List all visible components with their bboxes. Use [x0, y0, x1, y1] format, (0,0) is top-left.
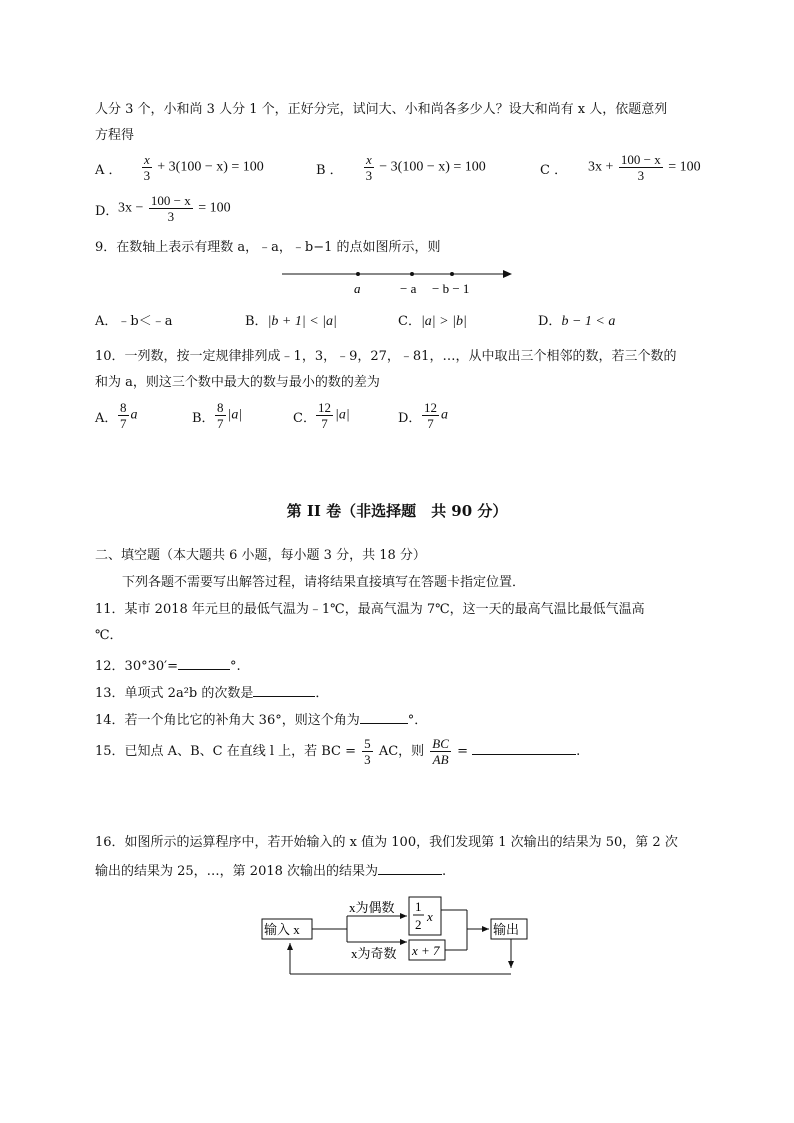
q10-option-b: $\frac{8}{7}$ |a|	[217, 400, 243, 431]
q12: 12．30°30′= °.	[95, 656, 241, 676]
q16-line2: 输出的结果为 25，…，第 2018 次输出的结果为 .	[95, 861, 446, 881]
q8-option-b: $\frac{x}{3}$ − 3(100 − x) = 100	[365, 152, 486, 183]
q10-line1: 10．一列数，按一定规律排列成﹣1，3，﹣9，27，﹣81，…，从中取出三个相邻的数，若三个数的	[95, 349, 677, 364]
plus7-label: x + 7	[412, 943, 440, 958]
q8-option-a-label: A ．	[95, 163, 122, 178]
number-line-figure	[280, 262, 520, 298]
half-num: 1	[415, 899, 422, 914]
q16-line1: 16．如图所示的运算程序中，若开始输入的 x 值为 100，我们发现第 1 次输出的结果为 50，第 2 次	[95, 835, 678, 850]
q8-line1: 人分 3 个，小和尚 3 人分 1 个，正好分完，试问大、小和尚各多少人？设大和尚有 x 人，依题意列	[95, 102, 668, 117]
output-label: 输出	[493, 922, 520, 937]
q15: 15．已知点 A、B、C 在直线 l 上，若 BC = $\frac{5}{3}$ AC，则 $\frac{BC}{AB}$ = .	[95, 736, 581, 767]
point-neg-b-minus-1	[450, 272, 454, 276]
q8-option-d-label: D．	[95, 204, 119, 219]
point-neg-a	[410, 272, 414, 276]
q9-option-c: C．|a| > |b|	[398, 314, 467, 329]
label-neg-b-minus-1: − b − 1	[432, 281, 470, 296]
section2-instruction: 下列各题不需要写出解答过程，请将结果直接填写在答题卡指定位置．	[122, 575, 526, 590]
q13-answer-blank	[253, 683, 315, 697]
odd-label: x为奇数	[351, 946, 397, 961]
q9-option-a: A．﹣b＜﹣a	[95, 314, 173, 329]
q15-answer-blank	[472, 741, 576, 755]
q9-option-b: B．|b + 1| < |a|	[245, 314, 337, 329]
label-neg-a: − a	[400, 281, 417, 296]
q8-option-c-label: C ．	[540, 163, 568, 178]
section-title: 第 II 卷（非选择题 共 90 分）	[286, 502, 508, 520]
q16-answer-blank	[378, 861, 442, 875]
number-line-arrow-icon	[503, 270, 512, 278]
q11-line1: 11．某市 2018 年元旦的最低气温为﹣1℃，最高气温为 7℃，这一天的最高气温比最低气温高	[95, 602, 645, 617]
q9-stem: 9．在数轴上表示有理数 a，﹣a，﹣b−1 的点如图所示，则	[95, 240, 441, 255]
q13: 13．单项式 2a²b 的次数是 ．	[95, 683, 328, 703]
half-var: x	[427, 909, 433, 924]
q10-option-d: $\frac{12}{7}$ a	[424, 400, 448, 431]
q10-line2: 和为 a，则这三个数中最大的数与最小的数的差为	[95, 375, 380, 390]
q8-option-b-label: B ．	[316, 163, 343, 178]
q9-option-d: D．b − 1 < a	[538, 314, 616, 329]
q12-answer-blank	[178, 656, 230, 670]
q10-option-d-label: D．	[398, 411, 422, 426]
q8-option-a: $\frac{x}{3}$ + 3(100 − x) = 100	[143, 152, 264, 183]
even-label: x为偶数	[349, 900, 395, 915]
section2-title: 二、填空题（本大题共 6 小题，每小题 3 分，共 18 分）	[95, 548, 426, 563]
q10-option-c: $\frac{12}{7}$ |a|	[318, 400, 350, 431]
half-box	[409, 897, 441, 935]
q11-line2: ℃．	[95, 628, 123, 643]
q8-option-c: 3x + $\frac{100 - x}{3}$ = 100	[588, 152, 701, 183]
q10-option-b-label: B．	[192, 411, 215, 426]
point-a	[356, 272, 360, 276]
label-a: a	[354, 281, 361, 296]
flowchart	[255, 890, 545, 980]
q8-option-d: 3x − $\frac{100 - x}{3}$ = 100	[118, 193, 231, 224]
q14-answer-blank	[360, 710, 408, 724]
q14: 14．若一个角比它的补角大 36°，则这个角为 °．	[95, 710, 427, 730]
half-den: 2	[415, 917, 422, 932]
q8-line2: 方程得	[95, 128, 135, 143]
input-label: 输入 x	[264, 922, 300, 937]
q10-option-a: $\frac{8}{7}$ a	[120, 400, 138, 431]
q10-option-a-label: A．	[95, 411, 118, 426]
q10-option-c-label: C．	[293, 411, 316, 426]
